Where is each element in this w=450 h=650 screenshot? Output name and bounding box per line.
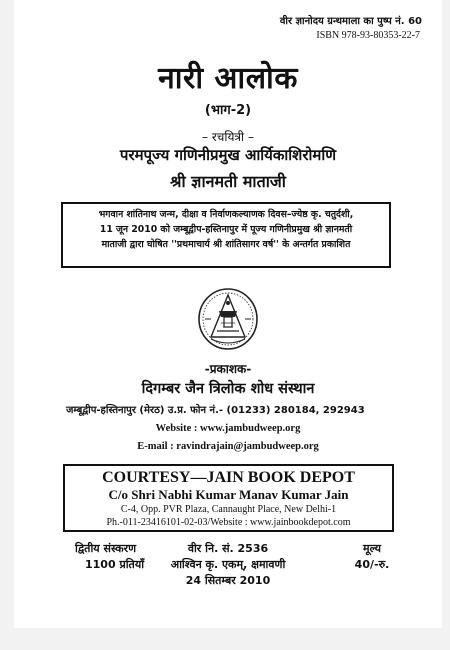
book-title-page xyxy=(14,0,442,628)
publication-date: 24 सितम्बर 2010 xyxy=(185,574,271,587)
jain-emblem-icon xyxy=(197,287,259,351)
edition: द्वितीय संस्करण xyxy=(75,542,137,555)
publisher-role: -प्रकाशक- xyxy=(204,362,252,376)
courtesy-contact: C/o Shri Nabhi Kumar Manav Kumar Jain xyxy=(108,487,349,502)
courtesy-box xyxy=(63,464,394,532)
book-title: नारी आलोक xyxy=(158,61,298,96)
courtesy-title: COURTESY—JAIN BOOK DEPOT xyxy=(102,469,355,486)
notice-line: भगवान शांतिनाथ जन्म, दीक्षा व निर्वाणकल्याणक दिवस–ज्येष्ठ कृ. चतुर्दशी, xyxy=(98,209,354,220)
author-name: श्री ज्ञानमती माताजी xyxy=(170,172,286,191)
courtesy-phone: Ph.-011-23416101-02-03/Website : www.jainbookdepot.com xyxy=(106,517,351,528)
vir-nirvan-era: वीर नि. सं. 2536 xyxy=(187,542,269,555)
publisher-email: E-mail : ravindrajain@jambudweep.org xyxy=(137,441,319,452)
publication-notice-box xyxy=(61,202,391,268)
publisher-address: जम्बूद्वीप-हस्तिनापुर (मेरठ) उ.प्र. फोन नं.- (01233) 280184, 292943 xyxy=(66,405,365,416)
isbn: ISBN 978-93-80353-22-7 xyxy=(316,30,420,41)
publisher-name: दिगम्बर जैन त्रिलोक शोध संस्थान xyxy=(141,381,315,397)
price: 40/-रु. xyxy=(354,558,390,571)
publisher-website: Website : www.jambudweep.org xyxy=(155,423,301,434)
author-honorific: परमपूज्य गणिनीप्रमुख आर्यिकाशिरोमणि xyxy=(119,146,337,164)
series-number: वीर ज्ञानोदय ग्रन्थमाला का पुष्प नं. 60 xyxy=(279,16,422,27)
author-role: – रचयित्री – xyxy=(202,130,254,144)
copies: 1100 प्रतियाँ xyxy=(85,558,145,571)
price-label: मूल्य xyxy=(363,542,381,555)
tithi: आश्विन कृ. एकम्, क्षमावणी xyxy=(170,558,286,571)
price-block xyxy=(352,541,392,573)
courtesy-address: C-4, Opp. PVR Plaza, Cannaught Place, New Delhi-1 xyxy=(120,504,337,515)
notice-line: 11 जून 2010 को जम्बूद्वीप-हस्तिनापुर में पूज्य गणिनीप्रमुख श्री ज्ञानमती xyxy=(99,224,353,235)
notice-line: माताजी द्वारा घोषित ''प्रथमाचार्य श्री शांतिसागर वर्ष'' के अन्तर्गत प्रकाशित xyxy=(101,239,351,250)
book-part: (भाग-2) xyxy=(204,103,252,118)
